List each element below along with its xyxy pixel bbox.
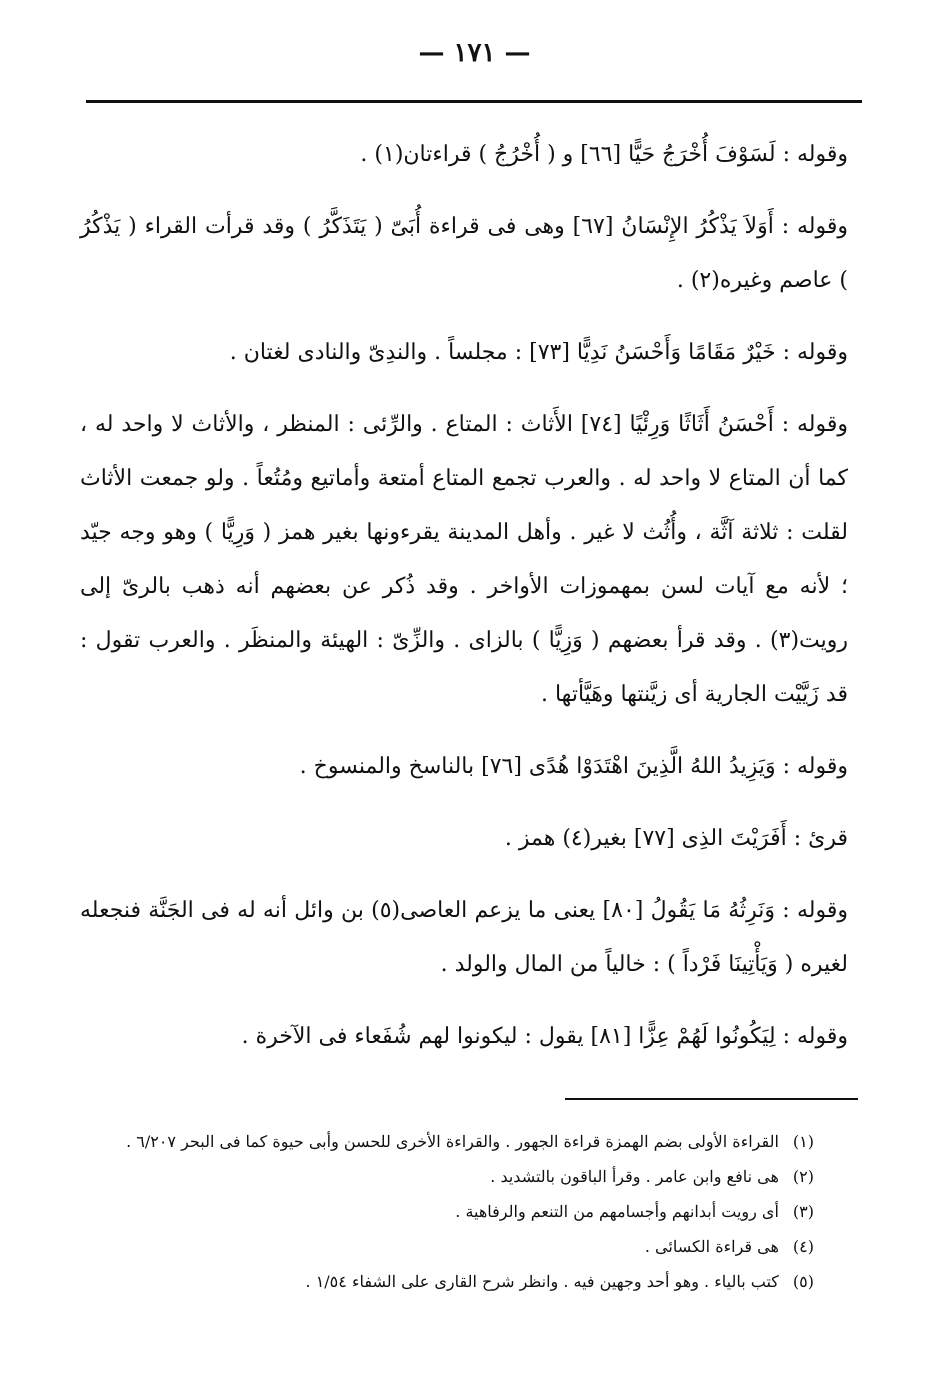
footnote-number: (١) (792, 1132, 814, 1151)
footnote-text: هى نافع وابن عامر . وقرأ الباقون بالتشديد . (490, 1167, 779, 1186)
header-rule (86, 100, 862, 103)
paragraph-6: قرئ : أَفَرَيْتَ الذِى [٧٧] بغير(٤) همز . (504, 826, 848, 851)
footnote-number: (٣) (792, 1202, 814, 1221)
footnote-number: (٥) (792, 1272, 814, 1291)
paragraph-2: وقوله : أَوَلاَ يَذْكُرُ الإِنْسَانُ [٦٧] وهى فى قراءة أُبَىّ ( يَتَذَكَّرُ ) وقد قرأت القراء ( يَذْكُرُ ) عاصم وغيره(٢) . (80, 214, 848, 293)
footnotes (90, 1124, 814, 1299)
footnote-3 (90, 1194, 814, 1229)
paragraph-5: وقوله : وَيَزِيدُ اللهُ الَّذِينَ اهْتَدَوْا هُدًى [٧٦] بالناسخ والمنسوخ . (299, 754, 848, 779)
footnote-text: أى رويت أبدانهم وأجسامهم من التنعم والرفاهية . (455, 1202, 779, 1221)
footnote-text: هى قراءة الكسائى . (644, 1237, 779, 1256)
paragraph-8: وقوله : لِيَكُونُوا لَهُمْ عِزًّا [٨١] يقول : ليكونوا لهم شُفَعاء فى الآخرة . (241, 1024, 848, 1049)
main-text (80, 128, 848, 1082)
footnote-rule (565, 1098, 858, 1100)
paragraph-4: وقوله : أَحْسَنُ أَثَاثًا وَرِئْيًا [٧٤] الأَثاث : المتاع . والرِّئى : المنظر ، والأثاث لا واحد له ، كما أن المتاع لا واحد له . والعرب تجمع المتاع أمتعة وأماتيع ومُتُعاً . ولو جمعت الأثاث لقلت : ثلاثة آثَّة ، وأُثُث لا غير . وأهل المدينة يقرءونها بغير همز ( وَرِيًّا ) وهو وجه جيّد ؛ لأنه مع آيات لسن بمهموزات الأواخر . وقد ذُكر عن بعضهم أنه ذهب بالرىّ إلى رويت(٣) . وقد قرأ بعضهم ( وَزِيًّا ) بالزاى . والزِّىّ : الهيئة والمنظَر . والعرب تقول : قد زَيَّيْت الجارية أى زيَّنتها وهَيَّأتها . (80, 412, 848, 707)
footnote-1 (90, 1124, 814, 1159)
paragraph-7: وقوله : وَنَرِثُهُ مَا يَقُولُ [٨٠] يعنى ما يزعم العاصى(٥) بن وائل أنه له فى الجَنَّة فنجعله لغيره ( وَيَأْتِينَا فَرْداً ) : خالياً من المال والولد . (80, 898, 848, 977)
footnote-number: (٢) (792, 1167, 814, 1186)
paragraph-1: وقوله : لَسَوْفَ أُخْرَجُ حَيًّا [٦٦] و ( أُخْرُجُ ) قراءتان(١) . (360, 142, 848, 167)
paragraph-3: وقوله : خَيْرٌ مَقَامًا وَأَحْسَنُ نَدِيًّا [٧٣] : مجلساً . والندِىّ والنادى لغتان . (229, 340, 848, 365)
footnote-number: (٤) (792, 1237, 814, 1256)
footnote-2 (90, 1159, 814, 1194)
footnote-5 (90, 1264, 814, 1299)
footnote-text: كتب بالياء . وهو أحد وجهين فيه . وانظر شرح القارى على الشفاء ١/٥٤ . (305, 1272, 779, 1291)
page-number: — ١٧١ — (418, 38, 531, 68)
footnote-text: القراءة الأولى بضم الهمزة قراءة الجهور . والقراءة الأخرى للحسن وأبى حيوة كما فى البحر ٦/٢٠٧ . (126, 1132, 779, 1151)
footnote-4 (90, 1229, 814, 1264)
